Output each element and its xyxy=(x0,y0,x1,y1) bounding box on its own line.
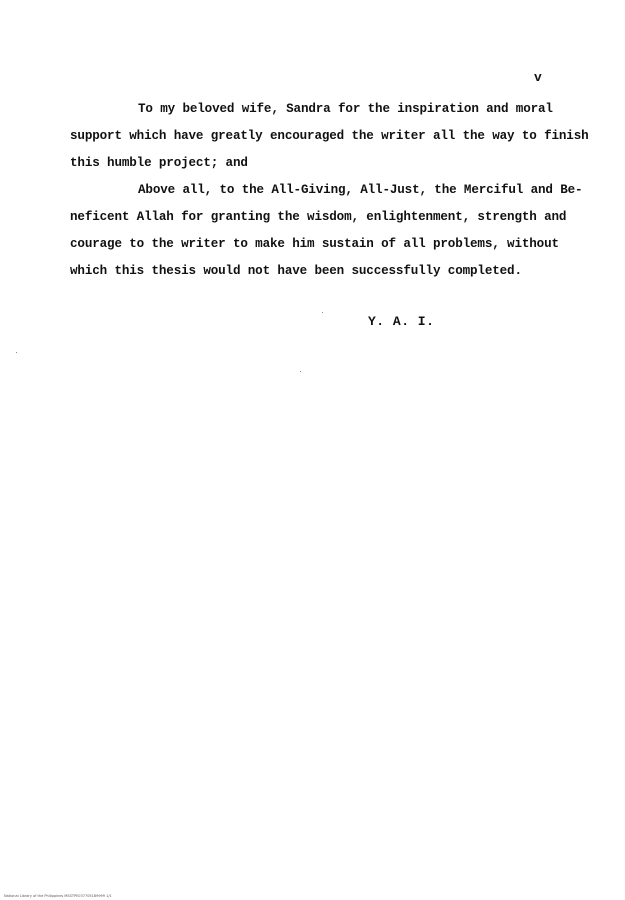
library-footer-stamp: National Library of the Philippines MSSTPE037705189999 1/1 xyxy=(4,894,112,898)
scan-speck xyxy=(16,352,17,353)
page-number: v xyxy=(534,70,542,85)
text-line: support which have greatly encouraged the writer all the way to finish xyxy=(70,129,589,143)
scan-speck xyxy=(322,312,323,313)
text-line: Above all, to the All-Giving, All-Just, the Merciful and Be- xyxy=(138,183,583,197)
dedication-paragraph-allah xyxy=(70,177,583,285)
scan-speck xyxy=(300,371,301,372)
acknowledgment-text xyxy=(70,96,589,285)
text-line: which this thesis would not have been successfully completed. xyxy=(70,264,522,278)
text-line: this humble project; and xyxy=(70,156,248,170)
text-line: neficent Allah for granting the wisdom, enlightenment, strength and xyxy=(70,210,567,224)
text-line: To my beloved wife, Sandra for the inspiration and moral xyxy=(138,102,553,116)
author-initials: Y. A. I. xyxy=(368,314,435,329)
text-line: courage to the writer to make him sustain of all problems, without xyxy=(70,237,559,251)
dedication-paragraph-wife xyxy=(70,96,589,177)
